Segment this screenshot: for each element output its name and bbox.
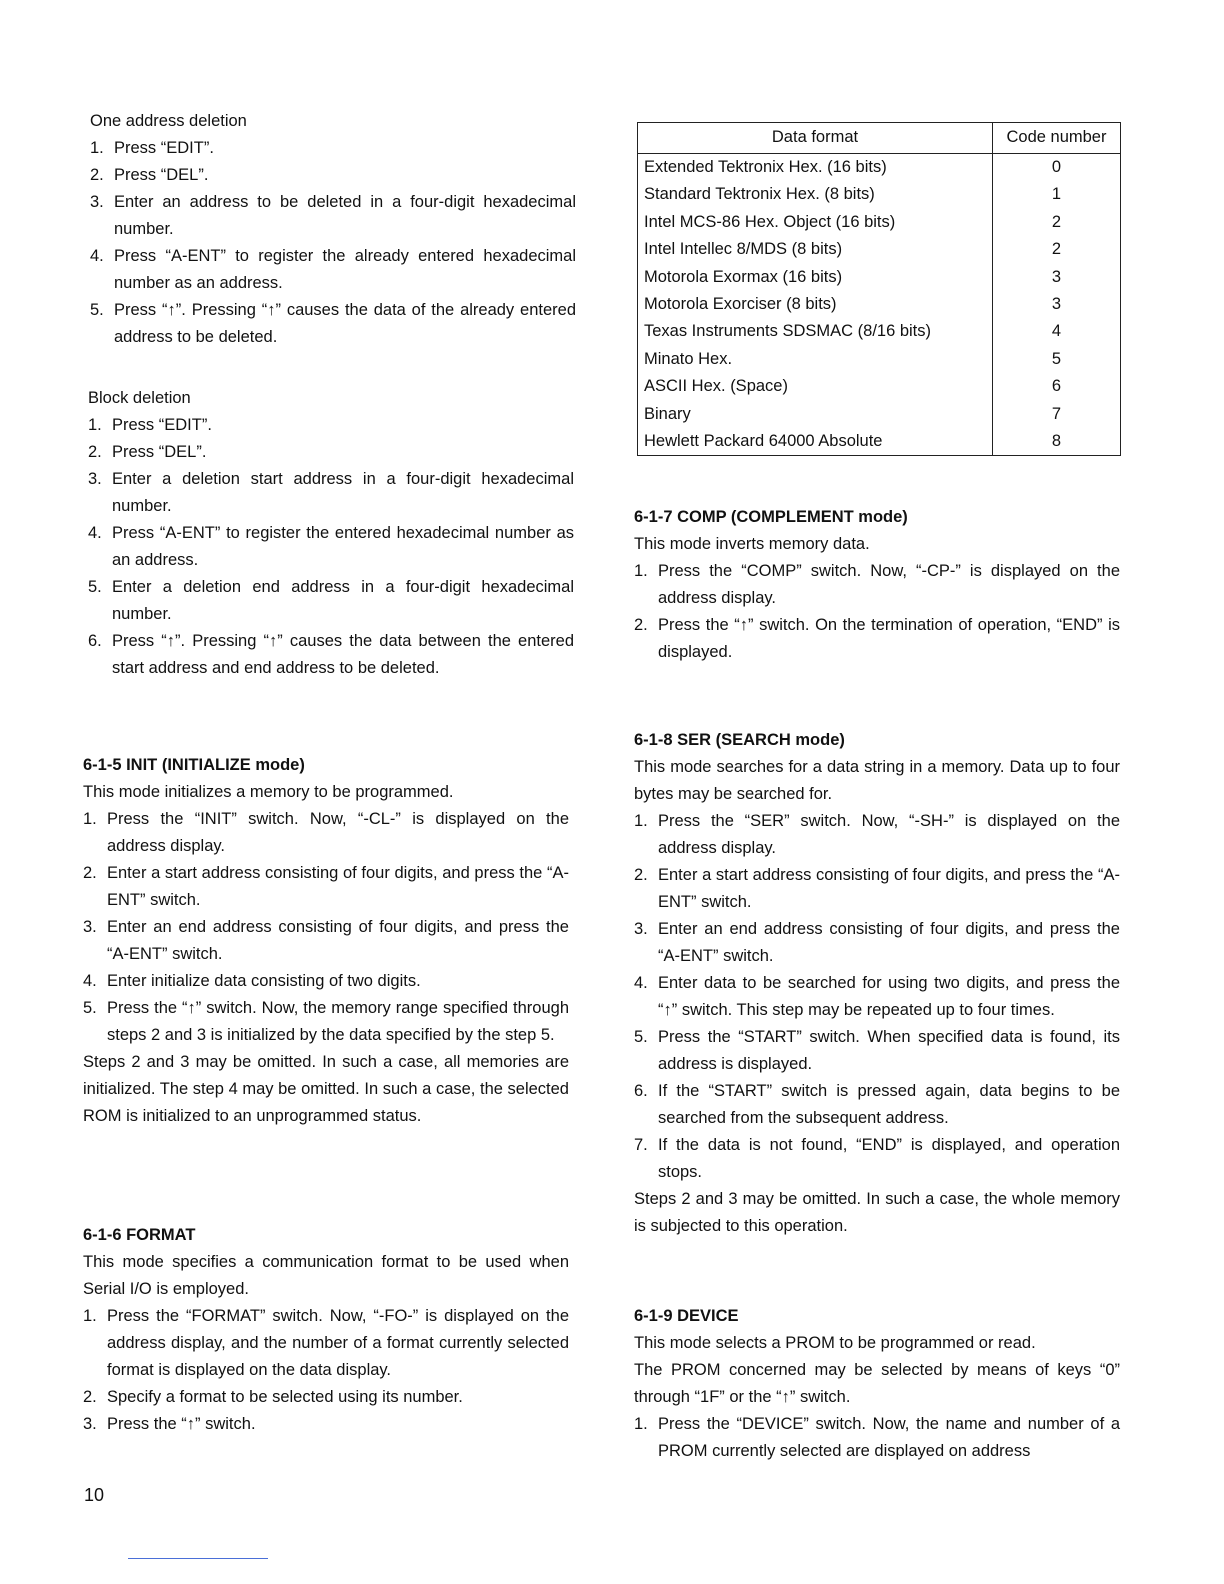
step-text: Press the “START” switch. When specified data is found, its address is displayed. xyxy=(658,1028,1120,1073)
format-cell: Intel Intellec 8/MDS (8 bits) xyxy=(638,236,993,263)
comp-steps xyxy=(634,558,1120,666)
comp-heading: 6-1-7 COMP (COMPLEMENT mode) xyxy=(634,508,908,526)
step-number: 4. xyxy=(88,524,102,542)
ser-section xyxy=(634,727,1120,1240)
step-number: 1. xyxy=(634,1415,648,1433)
step-text: Enter an address to be deleted in a four-digit hexadecimal number. xyxy=(114,193,576,238)
table-header-row xyxy=(638,123,1121,154)
list-item xyxy=(88,574,574,628)
table-row xyxy=(638,291,1121,318)
one-deletion-title: One address deletion xyxy=(90,112,247,130)
table-row xyxy=(638,428,1121,456)
list-item xyxy=(83,968,569,995)
list-item xyxy=(634,1078,1120,1132)
ser-note: Steps 2 and 3 may be omitted. In such a case, the whole memory is subjected to this operation. xyxy=(634,1190,1120,1235)
code-cell: 2 xyxy=(993,209,1121,236)
format-cell: Motorola Exorciser (8 bits) xyxy=(638,291,993,318)
format-cell: Binary xyxy=(638,401,993,428)
list-item xyxy=(90,243,576,297)
step-text: Enter a deletion end address in a four-digit hexadecimal number. xyxy=(112,578,574,623)
code-cell: 3 xyxy=(993,291,1121,318)
format-cell: Hewlett Packard 64000 Absolute xyxy=(638,428,993,456)
step-text: Press “↑”. Pressing “↑” causes the data of the already entered address to be deleted. xyxy=(114,301,576,346)
step-number: 2. xyxy=(88,443,102,461)
format-cell: Minato Hex. xyxy=(638,346,993,373)
comp-section xyxy=(634,504,1120,666)
ser-heading: 6-1-8 SER (SEARCH mode) xyxy=(634,731,845,749)
list-item xyxy=(634,970,1120,1024)
step-text: Enter an end address consisting of four digits, and press the “A-ENT” switch. xyxy=(107,918,569,963)
table-row xyxy=(638,209,1121,236)
device-steps xyxy=(634,1411,1120,1465)
list-item xyxy=(634,916,1120,970)
step-number: 3. xyxy=(83,918,97,936)
list-item xyxy=(88,520,574,574)
step-text: Press the “INIT” switch. Now, “-CL-” is displayed on the address display. xyxy=(107,810,569,855)
ser-intro: This mode searches for a data string in a memory. Data up to four bytes may be searched for. xyxy=(634,758,1120,803)
step-number: 1. xyxy=(88,416,102,434)
table-row xyxy=(638,236,1121,263)
step-text: Press the “SER” switch. Now, “-SH-” is displayed on the address display. xyxy=(658,812,1120,857)
step-text: If the data is not found, “END” is displayed, and operation stops. xyxy=(658,1136,1120,1181)
list-item xyxy=(88,439,574,466)
device-intro-1: This mode selects a PROM to be programmed or read. xyxy=(634,1334,1036,1352)
one-deletion-steps xyxy=(90,135,576,351)
code-cell: 7 xyxy=(993,401,1121,428)
device-intro-2: The PROM concerned may be selected by means of keys “0” through “1F” or the “↑” switch. xyxy=(634,1361,1120,1406)
format-cell: Texas Instruments SDSMAC (8/16 bits) xyxy=(638,318,993,345)
step-text: Press “A-ENT” to register the already entered hexadecimal number as an address. xyxy=(114,247,576,292)
step-number: 1. xyxy=(83,1307,97,1325)
code-cell: 0 xyxy=(993,154,1121,182)
list-item xyxy=(634,862,1120,916)
format-cell: ASCII Hex. (Space) xyxy=(638,373,993,400)
list-item xyxy=(83,914,569,968)
list-item xyxy=(90,297,576,351)
step-text: Press the “DEVICE” switch. Now, the name and number of a PROM currently selected are displayed on address xyxy=(658,1415,1120,1460)
list-item xyxy=(634,808,1120,862)
step-text: Specify a format to be selected using its number. xyxy=(107,1388,463,1406)
step-number: 3. xyxy=(634,920,648,938)
list-item xyxy=(83,806,569,860)
step-number: 5. xyxy=(83,999,97,1017)
step-number: 5. xyxy=(90,301,104,319)
list-item xyxy=(88,466,574,520)
data-format-table xyxy=(637,122,1121,456)
step-number: 2. xyxy=(90,166,104,184)
comp-intro: This mode inverts memory data. xyxy=(634,535,870,553)
list-item xyxy=(90,189,576,243)
step-text: If the “START” switch is pressed again, data begins to be searched from the subsequent address. xyxy=(658,1082,1120,1127)
table-row xyxy=(638,318,1121,345)
list-item xyxy=(83,860,569,914)
step-number: 2. xyxy=(83,1388,97,1406)
step-text: Press “A-ENT” to register the entered hexadecimal number as an address. xyxy=(112,524,574,569)
step-number: 5. xyxy=(634,1028,648,1046)
step-number: 4. xyxy=(634,974,648,992)
code-cell: 4 xyxy=(993,318,1121,345)
code-cell: 8 xyxy=(993,428,1121,456)
ser-steps xyxy=(634,808,1120,1186)
list-item xyxy=(83,1303,569,1384)
list-item xyxy=(634,558,1120,612)
table-row xyxy=(638,264,1121,291)
step-number: 2. xyxy=(634,616,648,634)
step-number: 3. xyxy=(83,1415,97,1433)
step-number: 1. xyxy=(634,562,648,580)
step-number: 1. xyxy=(83,810,97,828)
block-deletion-section xyxy=(88,385,574,682)
table-row xyxy=(638,154,1121,182)
format-steps xyxy=(83,1303,569,1438)
table-row xyxy=(638,346,1121,373)
step-text: Press the “COMP” switch. Now, “-CP-” is displayed on the address display. xyxy=(658,562,1120,607)
step-text: Enter initialize data consisting of two digits. xyxy=(107,972,421,990)
step-text: Enter a deletion start address in a four-digit hexadecimal number. xyxy=(112,470,574,515)
format-cell: Standard Tektronix Hex. (8 bits) xyxy=(638,181,993,208)
step-text: Enter a start address consisting of four digits, and press the “A-ENT” switch. xyxy=(658,866,1120,911)
step-number: 4. xyxy=(90,247,104,265)
footer-underline xyxy=(128,1558,268,1559)
step-number: 5. xyxy=(88,578,102,596)
step-text: Enter an end address consisting of four digits, and press the “A-ENT” switch. xyxy=(658,920,1120,965)
list-item xyxy=(90,135,576,162)
device-heading: 6-1-9 DEVICE xyxy=(634,1307,739,1325)
table-row xyxy=(638,401,1121,428)
list-item xyxy=(83,995,569,1049)
step-text: Press “EDIT”. xyxy=(114,139,214,157)
one-address-deletion-section xyxy=(90,108,576,351)
step-text: Press “DEL”. xyxy=(112,443,207,461)
step-number: 1. xyxy=(90,139,104,157)
step-text: Press “↑”. Pressing “↑” causes the data between the entered start address and end address to be deleted. xyxy=(112,632,574,677)
step-number: 6. xyxy=(634,1082,648,1100)
step-number: 2. xyxy=(634,866,648,884)
list-item xyxy=(634,612,1120,666)
device-section xyxy=(634,1303,1120,1465)
step-number: 1. xyxy=(634,812,648,830)
step-text: Press the “FORMAT” switch. Now, “-FO-” is displayed on the address display, and the number of a format currently selected format is displayed on the data display. xyxy=(107,1307,569,1379)
step-number: 2. xyxy=(83,864,97,882)
format-heading: 6-1-6 FORMAT xyxy=(83,1226,196,1244)
init-steps xyxy=(83,806,569,1049)
format-cell: Extended Tektronix Hex. (16 bits) xyxy=(638,154,993,182)
step-text: Press the “↑” switch. xyxy=(107,1415,256,1433)
format-cell: Motorola Exormax (16 bits) xyxy=(638,264,993,291)
format-section xyxy=(83,1222,569,1438)
code-cell: 6 xyxy=(993,373,1121,400)
init-heading: 6-1-5 INIT (INITIALIZE mode) xyxy=(83,756,305,774)
list-item xyxy=(634,1132,1120,1186)
format-intro: This mode specifies a communication format to be used when Serial I/O is employed. xyxy=(83,1253,569,1298)
code-cell: 2 xyxy=(993,236,1121,263)
list-item xyxy=(83,1384,569,1411)
step-text: Press the “↑” switch. On the termination of operation, “END” is displayed. xyxy=(658,616,1120,661)
list-item xyxy=(90,162,576,189)
code-cell: 1 xyxy=(993,181,1121,208)
step-number: 3. xyxy=(90,193,104,211)
step-number: 7. xyxy=(634,1136,648,1154)
init-note: Steps 2 and 3 may be omitted. In such a case, all memories are initialized. The step 4 may be omitted. In such a case, the selected ROM is initialized to an unprogrammed status. xyxy=(83,1053,569,1125)
column-header-code: Code number xyxy=(993,123,1121,154)
list-item xyxy=(634,1411,1120,1465)
init-section xyxy=(83,752,569,1130)
page-number: 10 xyxy=(84,1485,105,1505)
code-cell: 3 xyxy=(993,264,1121,291)
format-cell: Intel MCS-86 Hex. Object (16 bits) xyxy=(638,209,993,236)
step-text: Enter a start address consisting of four digits, and press the “A-ENT” switch. xyxy=(107,864,569,909)
block-deletion-steps xyxy=(88,412,574,682)
init-intro: This mode initializes a memory to be programmed. xyxy=(83,783,454,801)
code-cell: 5 xyxy=(993,346,1121,373)
step-text: Enter data to be searched for using two digits, and press the “↑” switch. This step may be repeated up to four times. xyxy=(658,974,1120,1019)
list-item xyxy=(88,412,574,439)
table-row xyxy=(638,373,1121,400)
step-text: Press “EDIT”. xyxy=(112,416,212,434)
step-text: Press “DEL”. xyxy=(114,166,209,184)
table-row xyxy=(638,181,1121,208)
step-number: 3. xyxy=(88,470,102,488)
list-item xyxy=(83,1411,569,1438)
step-number: 4. xyxy=(83,972,97,990)
step-text: Press the “↑” switch. Now, the memory range specified through steps 2 and 3 is initialized by the data specified by the step 5. xyxy=(107,999,569,1044)
list-item xyxy=(88,628,574,682)
list-item xyxy=(634,1024,1120,1078)
column-header-format: Data format xyxy=(638,123,993,154)
block-deletion-title: Block deletion xyxy=(88,389,191,407)
step-number: 6. xyxy=(88,632,102,650)
